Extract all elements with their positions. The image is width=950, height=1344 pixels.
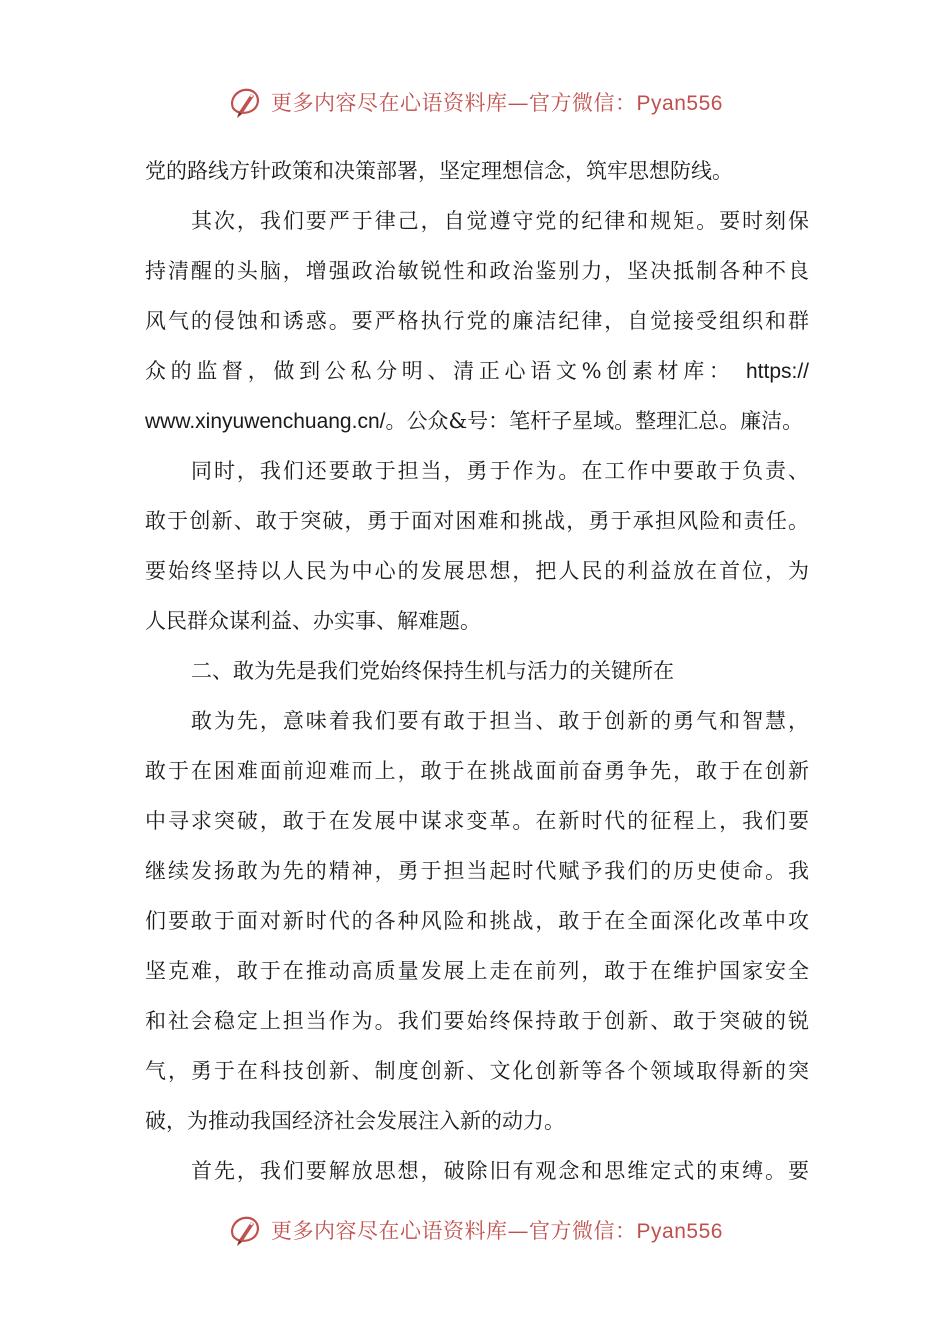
paragraph-line: 风气的侵蚀和诱惑。要严格执行党的廉洁纪律，自觉接受组织和群 [145,309,809,333]
paragraph-line: 首先，我们要解放思想，破除旧有观念和思维定式的束缚。要 [191,1159,809,1183]
paragraph-text: 。公众&号：笔杆子星域。整理汇总。廉洁。 [385,409,804,433]
paragraph-line [145,396,809,446]
footer-banner-text: 更多内容尽在心语资料库—官方微信：Pyan556 [271,1219,723,1243]
paragraph-line [145,346,809,396]
paragraph-line: 气，勇于在科技创新、制度创新、文化创新等各个领域取得新的突 [145,1059,809,1083]
header-banner [0,82,950,122]
document-body [145,146,809,1196]
url-link: www.xinyuwenchuang.cn/ [145,410,386,433]
paragraph-text: 众的监督，做到公私分明、清正心语文%创素材库： [145,359,735,383]
footer-banner [0,1210,950,1250]
paragraph-line: 敢于在困难面前迎难而上，敢于在挑战面前奋勇争先，敢于在创新 [145,759,809,783]
header-banner-text: 更多内容尽在心语资料库—官方微信：Pyan556 [271,91,723,115]
footer-wechat-id: Pyan556 [636,1220,723,1243]
paragraph-line: 其次，我们要严于律己，自觉遵守党的纪律和规矩。要时刻保 [191,209,809,233]
header-wechat-id: Pyan556 [636,92,723,115]
pen-nib-swirl-icon [227,1212,263,1248]
paragraph-line: 坚克难，敢于在推动高质量发展上走在前列，敢于在维护国家安全 [145,959,809,983]
paragraph-line: 们要敢于面对新时代的各种风险和挑战，敢于在全面深化改革中攻 [145,909,809,933]
paragraph-line: 继续发扬敢为先的精神，勇于担当起时代赋予我们的历史使命。我 [145,859,809,883]
paragraph-line: 人民群众谋利益、办实事、解难题。 [145,609,481,633]
section-heading: 二、敢为先是我们党始终保持生机与活力的关键所在 [191,659,674,683]
paragraph-line: 中寻求突破，敢于在发展中谋求变革。在新时代的征程上，我们要 [145,809,809,833]
paragraph-line: 要始终坚持以人民为中心的发展思想，把人民的利益放在首位，为 [145,559,809,583]
paragraph-line: 破，为推动我国经济社会发展注入新的动力。 [145,1109,565,1133]
pen-nib-swirl-icon [227,84,263,120]
paragraph-line: 敢于创新、敢于突破，勇于面对困难和挑战，勇于承担风险和责任。 [145,509,809,533]
paragraph-line: 党的路线方针政策和决策部署，坚定理想信念，筑牢思想防线。 [145,159,733,183]
paragraph-line: 持清醒的头脑，增强政治敏锐性和政治鉴别力，坚决抵制各种不良 [145,259,809,283]
paragraph-line: 敢为先，意味着我们要有敢于担当、敢于创新的勇气和智慧， [191,709,809,733]
paragraph-line: 和社会稳定上担当作为。我们要始终保持敢于创新、敢于突破的锐 [145,1009,809,1033]
paragraph-line: 同时，我们还要敢于担当，勇于作为。在工作中要敢于负责、 [191,459,809,483]
url-fragment: https:// [745,360,809,383]
